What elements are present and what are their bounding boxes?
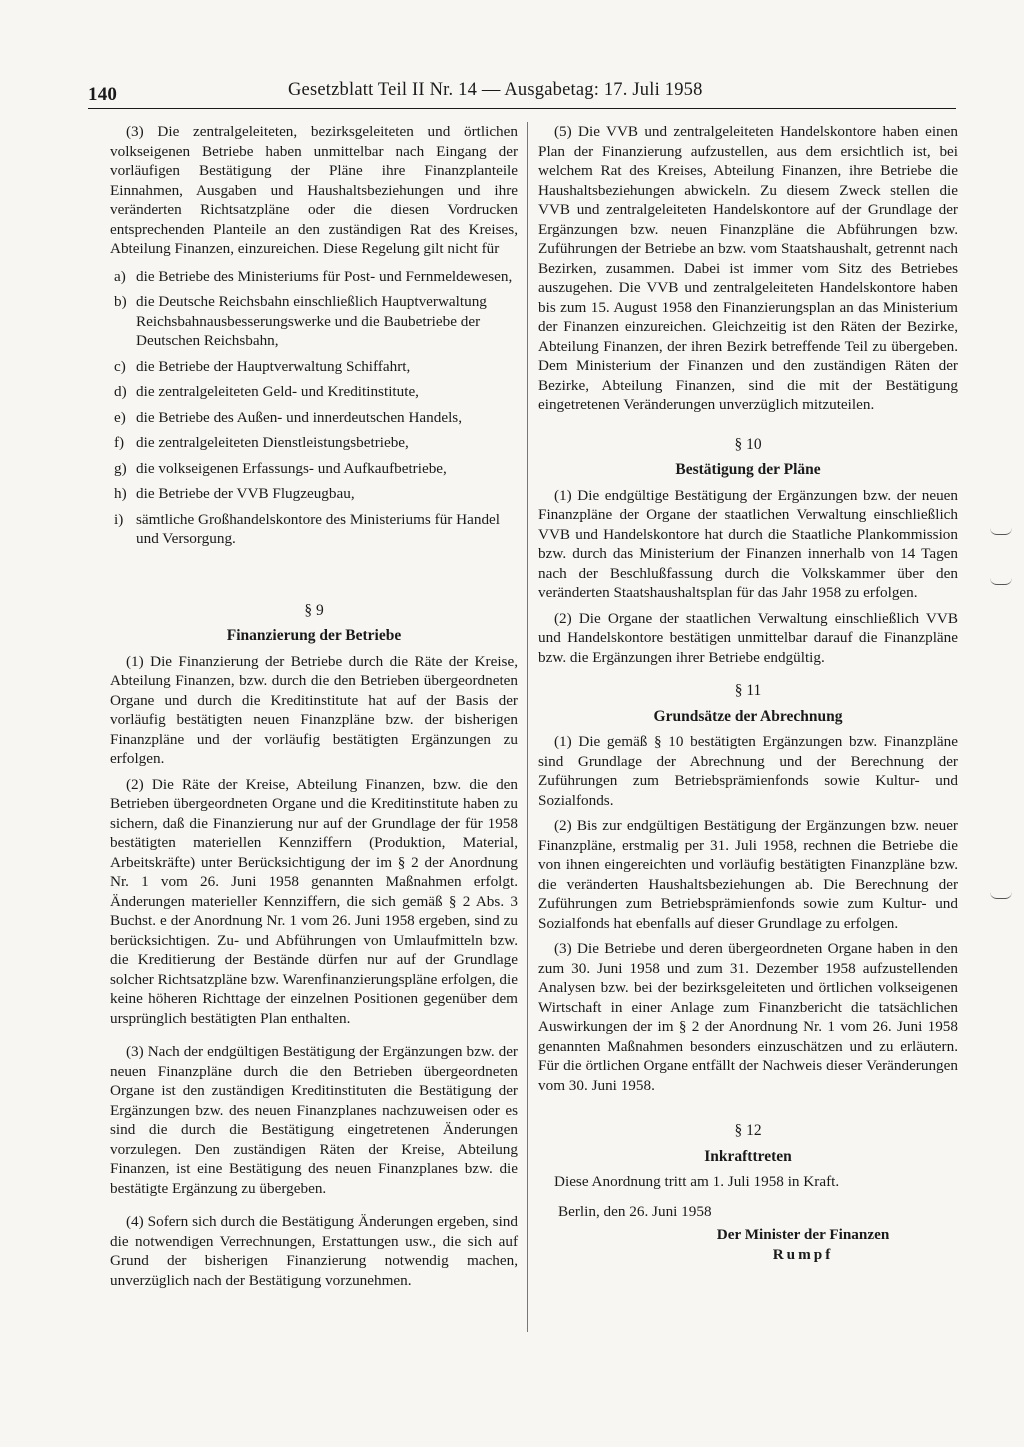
section-12-title: Inkrafttreten (704, 1147, 792, 1165)
list-item (110, 484, 518, 504)
list-item-label: c) (114, 357, 126, 375)
list-item (110, 433, 518, 453)
exception-list (110, 267, 518, 549)
list-item (110, 267, 518, 287)
signing-date: Berlin, den 26. Juni 1958 (558, 1202, 712, 1220)
section-11-number: § 11 (734, 682, 762, 699)
signature-title: Der Minister der Finanzen (716, 1226, 890, 1243)
paragraph-11-2: (2) Bis zur endgültigen Bestätigung der Ergänzungen bzw. neuer Finanzpläne, erstmalig per 31. Juli 1958, rechnen die Betriebe die von ihnen eingereichten und vorläufig bestätigten Finanzpläne bzw. die veränderten Haushaltsbeziehungen ab. Die Berechnung der Zuführungen zum Betriebsprämienfonds sowie zum Kultur- und Sozialfonds hat ebenfalls auf dieser Grundlage zu erfolgen. (538, 817, 958, 932)
list-item-text: die Deutsche Reichsbahn einschließlich Hauptverwaltung Reichsbahnausbesserungswerke und die Baubetriebe der Deutschen Reichsbahn, (136, 293, 487, 349)
signature-name: Rumpf (772, 1245, 834, 1263)
section-10-number: § 10 (734, 435, 762, 453)
list-item-text: die Betriebe der VVB Flugzeugbau, (136, 485, 355, 502)
left-column (110, 122, 518, 1290)
paragraph-12: Diese Anordnung tritt am 1. Juli 1958 in Kraft. (554, 1173, 840, 1190)
paragraph-9-4: (4) Sofern sich durch die Bestätigung Änderungen ergeben, sind die notwendigen Verrechnungen, Erstattungen usw., die sich auf Grund der bisherigen Finanzierung notwendig machen, unverzüglich nach der Bestätigung vorzunehmen. (110, 1213, 518, 1289)
paragraph-9-3: (3) Nach der endgültigen Bestätigung der Ergänzungen bzw. der neuen Finanzpläne durch die den Betrieben übergeordneten Organe ist den zuständigen Kreditinstituten die Bestätigung der Ergänzungen bzw. des neuen Finanzplanes nachzuweisen oder es sind die durch die Bestätigung eingetretenen Änderungen vorzulegen. Den zuständigen Räten der Kreise, Abteilung Finanzen, ist eine Bestätigung des neuen Finanzplanes bzw. die bestätigte Ergänzung zu übergeben. (110, 1043, 518, 1197)
section-11-title: Grundsätze der Abrechnung (653, 707, 843, 725)
list-item-text: die zentralgeleiteten Dienstleistungsbetriebe, (136, 434, 409, 451)
list-item-label: f) (114, 434, 125, 451)
list-item-text: die Betriebe des Außen- und innerdeutschen Handels, (136, 408, 463, 426)
paragraph-9-2: (2) Die Räte der Kreise, Abteilung Finanzen, bzw. die den Betrieben übergeordneten Organe und die Kreditinstitute haben zu sichern, daß die Finanzierung nur auf der Grundlage der für 1958 bestätigten materiellen Kennziffern (Produktion, Material, Arbeitskräfte) unter Berücksichtigung der im § 2 der Anordnung Nr. 1 vom 26. Juni 1958 genannten Maßnahmen erfolgt. Änderungen materieller Kennziffern, die sich gemäß § 2 Abs. 3 Buchst. e der Anordnung Nr. 1 vom 26. Juni 1958 ergeben, sind zu berücksichtigen. Zu- und Abführungen von Umlaufmitteln bzw. die Kreditierung der Bestände dürfen nur auf der Grundlage solcher Richtsatzpläne bzw. Warenfinanzierungspläne erfolgen, die keine höheren Richttage der einzelnen Positionen gegenüber dem ursprünglich bestätigten Plan enthalten. (110, 775, 518, 1027)
margin-tick-mark (990, 578, 1012, 585)
list-item-label: i) (114, 510, 124, 528)
list-item-label: a) (114, 267, 126, 285)
section-12-number: § 12 (734, 1122, 762, 1139)
section-9-number: § 9 (304, 601, 324, 619)
list-item-label: b) (114, 293, 127, 310)
header-title: Gesetzblatt Teil II Nr. 14 — Ausgabetag: 17. Juli 1958 (288, 80, 703, 100)
list-item (110, 382, 518, 402)
margin-tick-mark (990, 528, 1012, 535)
paragraph-8-3: (3) Die zentralgeleiteten, bezirksgeleiteten und örtlichen volkseigenen Betriebe haben unmittelbar nach Eingang der vorläufigen Bestätigung der Pläne ihre Finanzplanteile Einnahmen, Ausgaben und Haushaltsbeziehungen und ihre veränderten Richtsatzpläne oder die diesen Vordrucken entsprechenden Planteile an den zuständigen Rat des Kreises, Abteilung Finanzen, einzureichen. Diese Regelung gilt nicht für (110, 123, 518, 257)
list-item-label: e) (114, 408, 126, 426)
list-item-text: sämtliche Großhandelskontore des Ministeriums für Handel und Versorgung. (136, 510, 500, 547)
margin-tick-mark (990, 892, 1012, 899)
paragraph-11-1: (1) Die gemäß § 10 bestätigten Ergänzungen bzw. Finanzpläne sind Grundlage der Abrechnung und der Berechnung der Zuführungen zum Betriebsprämienfonds sowie Kultur- und Sozialfonds. (538, 733, 958, 809)
paragraph-8-5: (5) Die VVB und zentralgeleiteten Handelskontore haben einen Plan der Finanzierung aufzustellen, aus dem ersichtlich ist, bei welchem Rat des Kreises, Abteilung Finanzen, ihre Betriebe die Haushaltsbeziehungen abwickeln. Zu diesem Zweck stellen die VVB und zentralgeleiteten Handelskontore auf der Grundlage der Ergänzungen bzw. neuen Finanzpläne die Abführungen bzw. Zuführungen der Betriebe an bzw. vom Staatshaushalt, getrennt nach Bezirken, zusammen. Dabei ist immer vom Sitz des Betriebes auszugehen. Die VVB und zentralgeleiteten Handelskontore haben bis zum 15. August 1958 den Finanzierungsplan an das Ministerium der Finanzen einzureichen. Gleichzeitig ist den Räten der Bezirke, Abteilung Finanzen, der ihren Bezirk betreffende Teil zu übergeben. Dem Ministerium der Finanzen und den zuständigen Räten der Bezirke, Abteilung Finanzen, sind die mit der Bestätigung eingetretenen Veränderungen unverzüglich mitzuteilen. (538, 123, 958, 413)
section-9-title: Finanzierung der Betriebe (226, 627, 402, 644)
paragraph-10-1: (1) Die endgültige Bestätigung der Ergänzungen bzw. der neuen Finanzpläne der Organe der staatlichen Verwaltung einschließlich VVB und Handelskontore hat durch die Staatliche Plankommission bzw. durch das Ministerium der Finanzen innerhalb von 14 Tagen nach der Beschlußfassung durch die Volkskammer über den veränderten Staatshaushaltsplan für das Jahr 1958 zu erfolgen. (538, 486, 958, 601)
list-item-label: d) (114, 383, 127, 400)
list-item (110, 510, 518, 549)
list-item (110, 408, 518, 428)
list-item-text: die Betriebe des Ministeriums für Post- und Fernmeldewesen, (136, 267, 513, 285)
list-item (110, 292, 518, 351)
list-item-text: die volkseigenen Erfassungs- und Aufkaufbetriebe, (136, 459, 447, 477)
list-item (110, 459, 518, 479)
paragraph-9-1: (1) Die Finanzierung der Betriebe durch die Räte der Kreise, Abteilung Finanzen, bzw. durch die den Betrieben übergeordneten Organe und durch die Kreditinstitute hat auf der Basis der vorläufig bestätigten neuen Finanzpläne bzw. der bisherigen Finanzpläne und der vorläufig bestätigten Ergänzungen zu erfolgen. (110, 652, 518, 767)
list-item-label: h) (114, 485, 127, 502)
column-divider (527, 122, 528, 1332)
list-item-text: die Betriebe der Hauptverwaltung Schiffahrt, (136, 357, 411, 375)
list-item-label: g) (114, 459, 127, 477)
section-10-title: Bestätigung der Pläne (675, 461, 821, 478)
paragraph-11-3: (3) Die Betriebe und deren übergeordneten Organe haben in den zum 30. Juni 1958 und zum 31. Dezember 1958 aufzustellenden Analysen bzw. bei der bezirksgeleiteten und örtlichen volkseigenen Wirtschaft in einer Anlage zum Finanzbericht die tatsächlichen Auswirkungen der im § 2 der Anordnung Nr. 1 vom 26. Juni 1958 genannten Maßnahmen besonders einzuschätzen und zu erläutern. Für die örtlichen Organe entfällt der Nachweis dieser Veränderungen vom 30. Juni 1958. (538, 940, 958, 1094)
page-number: 140 (88, 84, 118, 105)
list-item (110, 357, 518, 377)
list-item-text: die zentralgeleiteten Geld- und Kreditinstitute, (136, 383, 419, 400)
right-column (538, 122, 958, 1264)
paragraph-10-2: (2) Die Organe der staatlichen Verwaltung einschließlich VVB und Handelskontore bestätigen unmittelbar darauf die Finanzpläne bzw. die Ergänzungen ihrer Betriebe endgültig. (538, 609, 958, 666)
page-header (88, 78, 956, 109)
